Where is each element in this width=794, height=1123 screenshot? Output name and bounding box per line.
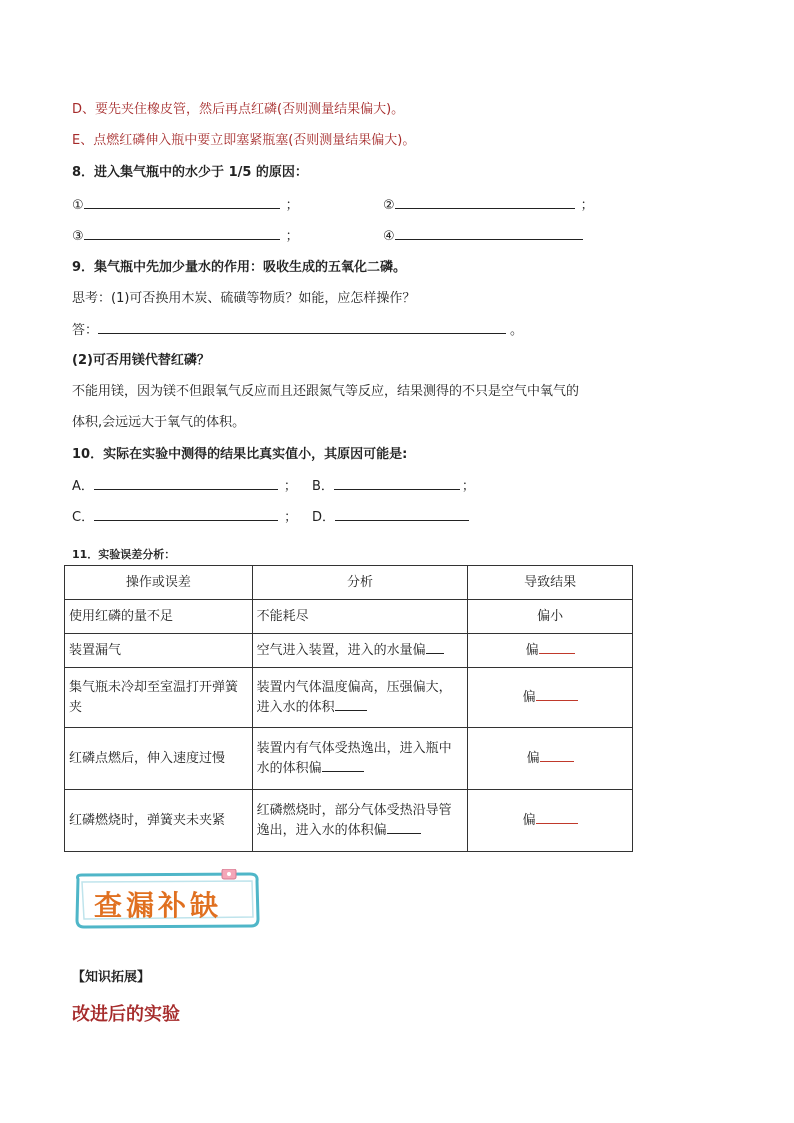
error-analysis-table <box>64 565 633 852</box>
fill-blank[interactable] <box>98 321 506 334</box>
knowledge-heading: 【知识拓展】 <box>72 970 151 985</box>
fill-blank[interactable] <box>322 759 364 772</box>
cell-analysis: 装置内气体温度偏高，压强偏大，进入水的体积 <box>256 679 452 715</box>
question-10: 10．实际在实验中测得的结果比真实值小，其原因可能是: <box>72 447 408 462</box>
q8-blank-4[interactable] <box>383 227 583 246</box>
cell-analysis-wrap <box>252 668 468 728</box>
fill-blank[interactable] <box>84 227 280 240</box>
cell-analysis: 红磷燃烧时，部分气体受热沿导管逸出，进入水的体积偏 <box>256 802 452 838</box>
q10-blank-d[interactable] <box>312 508 469 527</box>
cell-result: 偏 <box>522 812 536 828</box>
q10-blank-a[interactable] <box>72 477 297 496</box>
table-row <box>65 790 633 852</box>
fill-blank[interactable] <box>335 508 469 521</box>
cell-analysis-wrap <box>252 634 468 668</box>
q8-blank-1[interactable] <box>72 196 299 215</box>
cell-operation: 装置漏气 <box>65 634 253 668</box>
cell-result: 偏小 <box>468 600 633 634</box>
cell-result: 偏 <box>522 689 536 705</box>
question-8: 8．进入集气瓶中的水少于 1/5 的原因： <box>72 165 308 180</box>
header-analysis: 分析 <box>252 566 468 600</box>
q8-label-1: ① <box>72 198 84 213</box>
semicolon: ； <box>461 479 475 494</box>
header-result: 导致结果 <box>468 566 633 600</box>
fill-blank[interactable] <box>395 227 583 240</box>
improved-experiment-heading: 改进后的实验 <box>72 1004 180 1025</box>
cell-operation: 集气瓶未冷却至室温打开弹簧夹 <box>65 668 253 728</box>
table-row <box>65 634 633 668</box>
cell-analysis-wrap <box>252 790 468 852</box>
fill-blank[interactable] <box>536 811 578 824</box>
cell-operation: 红磷点燃后，伸入速度过慢 <box>65 728 253 790</box>
semicolon: ； <box>580 198 594 213</box>
answer-line[interactable] <box>72 321 523 340</box>
table-row <box>65 668 633 728</box>
q10-label-b: B． <box>312 479 334 494</box>
think-line: 思考：(1)可否换用木炭、硫磺等物质？如能，应怎样操作？ <box>72 291 416 306</box>
fill-blank[interactable] <box>94 508 278 521</box>
cell-result-wrap <box>468 634 633 668</box>
question-9-2: (2)可否用镁代替红磷？ <box>72 353 210 368</box>
cell-result: 偏 <box>526 750 540 766</box>
semicolon: ； <box>283 479 297 494</box>
item-e: E、点燃红磷伸入瓶中要立即塞紧瓶塞(否则测量结果偏大)。 <box>72 133 416 148</box>
fill-blank[interactable] <box>94 477 278 490</box>
mg-line-2: 体积,会远远大于氧气的体积。 <box>72 415 246 430</box>
table-row <box>65 728 633 790</box>
q8-blank-2[interactable] <box>383 196 594 215</box>
question-9: 9．集气瓶中先加少量水的作用：吸收生成的五氧化二磷。 <box>72 260 407 275</box>
q8-blank-3[interactable] <box>72 227 299 246</box>
cell-result-wrap <box>468 728 633 790</box>
fill-blank[interactable] <box>395 196 575 209</box>
cell-operation: 红磷燃烧时，弹簧夹未夹紧 <box>65 790 253 852</box>
semicolon: ； <box>285 198 299 213</box>
fill-blank[interactable] <box>387 821 421 834</box>
table-header-row <box>65 566 633 600</box>
fill-blank[interactable] <box>334 477 460 490</box>
fill-blank[interactable] <box>84 196 280 209</box>
semicolon: ； <box>284 510 298 525</box>
answer-label: 答： <box>72 323 99 338</box>
fill-blank[interactable] <box>540 749 574 762</box>
q10-label-c: C． <box>72 510 95 525</box>
cell-analysis: 装置内有气体受热逸出，进入瓶中水的体积偏 <box>256 740 452 776</box>
q10-label-a: A． <box>72 479 94 494</box>
header-operation: 操作或误差 <box>65 566 253 600</box>
fill-blank[interactable] <box>335 698 367 711</box>
section-stamp-badge <box>72 869 262 933</box>
q10-label-d: D． <box>312 510 336 525</box>
mg-line-1: 不能用镁，因为镁不但跟氧气反应而且还跟氮气等反应，结果测得的不只是空气中氧气的 <box>72 384 580 399</box>
item-d: D、要先夹住橡皮管，然后再点红磷(否则测量结果偏大)。 <box>72 102 405 117</box>
fill-blank[interactable] <box>426 641 444 654</box>
cell-result-wrap <box>468 668 633 728</box>
cell-analysis: 不能耗尽 <box>252 600 468 634</box>
cell-analysis-wrap <box>252 728 468 790</box>
table-row <box>65 600 633 634</box>
fill-blank[interactable] <box>539 641 575 654</box>
semicolon: ； <box>285 229 299 244</box>
cell-result: 偏 <box>525 642 539 658</box>
q8-label-4: ④ <box>383 229 395 244</box>
question-11: 11．实验误差分析： <box>72 548 176 561</box>
q10-blank-b[interactable] <box>312 477 475 496</box>
cell-analysis: 空气进入装置，进入的水量偏 <box>256 642 426 658</box>
q8-label-2: ② <box>383 198 395 213</box>
cell-result-wrap <box>468 790 633 852</box>
period: 。 <box>510 323 524 338</box>
q8-label-3: ③ <box>72 229 84 244</box>
cell-operation: 使用红磷的量不足 <box>65 600 253 634</box>
fill-blank[interactable] <box>536 688 578 701</box>
q10-blank-c[interactable] <box>72 508 297 527</box>
stamp-title: 查漏补缺 <box>94 889 223 922</box>
